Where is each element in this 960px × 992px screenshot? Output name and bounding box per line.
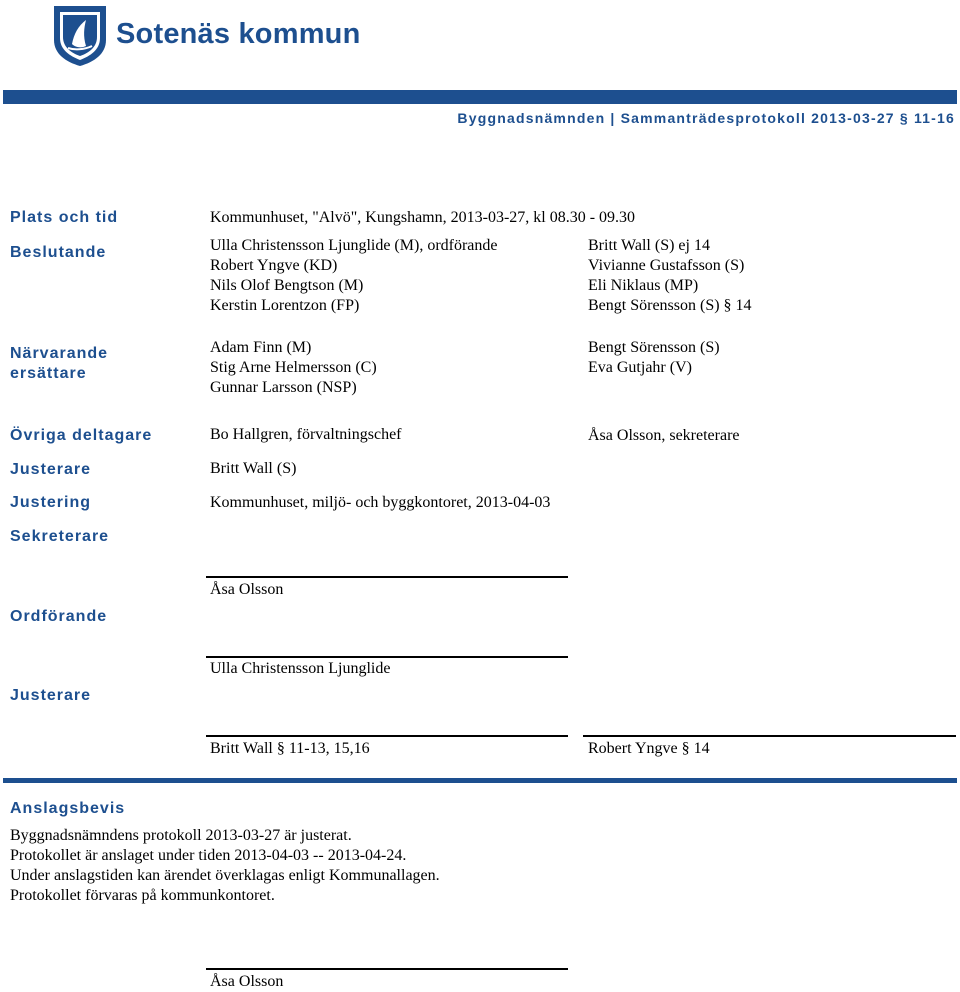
label-ersattare: ersättare xyxy=(10,365,87,382)
label-anslagsbevis: Anslagsbevis xyxy=(10,800,126,817)
label-justerare: Justerare xyxy=(10,461,92,478)
sekreterare-signature-name: Åsa Olsson xyxy=(210,581,284,598)
narvarande-right-0: Bengt Sörensson (S) xyxy=(588,339,720,356)
narvarande-right-1: Eva Gutjahr (V) xyxy=(588,359,692,376)
anslagsbevis-line-1: Protokollet är anslaget under tiden 2013-04-03 -- 2013-04-24. xyxy=(10,847,407,864)
narvarande-left-1: Stig Arne Helmersson (C) xyxy=(210,359,377,376)
justering-value: Kommunhuset, miljö- och byggkontoret, 2013-04-03 xyxy=(210,494,551,511)
anslagsbevis-signature-name: Åsa Olsson xyxy=(210,973,284,990)
label-justerare-signature: Justerare xyxy=(10,687,92,704)
beslutande-right-2: Eli Niklaus (MP) xyxy=(588,277,699,294)
narvarande-left-0: Adam Finn (M) xyxy=(210,339,312,356)
ovriga-deltagare-left: Bo Hallgren, förvaltningschef xyxy=(210,426,402,443)
anslagsbevis-rule xyxy=(3,778,957,783)
label-sekreterare: Sekreterare xyxy=(10,528,110,545)
ovriga-deltagare-right: Åsa Olsson, sekreterare xyxy=(588,427,740,444)
document-header: Byggnadsnämnden | Sammanträdesprotokoll 2013-03-27 § 11-16 xyxy=(457,110,955,126)
beslutande-right-3: Bengt Sörensson (S) § 14 xyxy=(588,297,752,314)
anslagsbevis-signature-line xyxy=(206,968,568,970)
narvarande-left-2: Gunnar Larsson (NSP) xyxy=(210,379,357,396)
ordforande-signature-line xyxy=(206,656,568,658)
beslutande-left-1: Robert Yngve (KD) xyxy=(210,257,338,274)
anslagsbevis-line-2: Under anslagstiden kan ärendet överklagas enligt Kommunallagen. xyxy=(10,867,440,884)
anslagsbevis-line-3: Protokollet förvaras på kommunkontoret. xyxy=(10,887,275,904)
label-justering: Justering xyxy=(10,494,92,511)
logo-wordmark: Sotenäs kommun xyxy=(116,18,361,50)
beslutande-left-0: Ulla Christensson Ljunglide (M), ordförande xyxy=(210,237,498,254)
justerare-left-signature-name: Britt Wall § 11-13, 15,16 xyxy=(210,740,370,757)
shield-logo-icon xyxy=(52,4,108,68)
justerare-right-signature-name: Robert Yngve § 14 xyxy=(588,740,710,757)
label-narvarande: Närvarande xyxy=(10,345,109,362)
anslagsbevis-line-0: Byggnadsnämndens protokoll 2013-03-27 är justerat. xyxy=(10,827,352,844)
sekreterare-signature-line xyxy=(206,576,568,578)
justerare-right-signature-line xyxy=(583,735,956,737)
justerare-left-signature-line xyxy=(206,735,568,737)
header-rule xyxy=(3,90,957,104)
plats-och-tid-value: Kommunhuset, "Alvö", Kungshamn, 2013-03-27, kl 08.30 - 09.30 xyxy=(210,209,636,226)
ordforande-signature-name: Ulla Christensson Ljunglide xyxy=(210,660,391,677)
beslutande-right-1: Vivianne Gustafsson (S) xyxy=(588,257,745,274)
beslutande-left-3: Kerstin Lorentzon (FP) xyxy=(210,297,360,314)
beslutande-right-0: Britt Wall (S) ej 14 xyxy=(588,237,710,254)
label-plats-och-tid: Plats och tid xyxy=(10,209,119,226)
label-ovriga-deltagare: Övriga deltagare xyxy=(10,427,153,444)
beslutande-left-2: Nils Olof Bengtson (M) xyxy=(210,277,364,294)
label-ordforande: Ordförande xyxy=(10,608,108,625)
justerare-value: Britt Wall (S) xyxy=(210,460,297,477)
label-beslutande: Beslutande xyxy=(10,244,107,261)
sotenas-kommun-logo xyxy=(52,4,372,68)
